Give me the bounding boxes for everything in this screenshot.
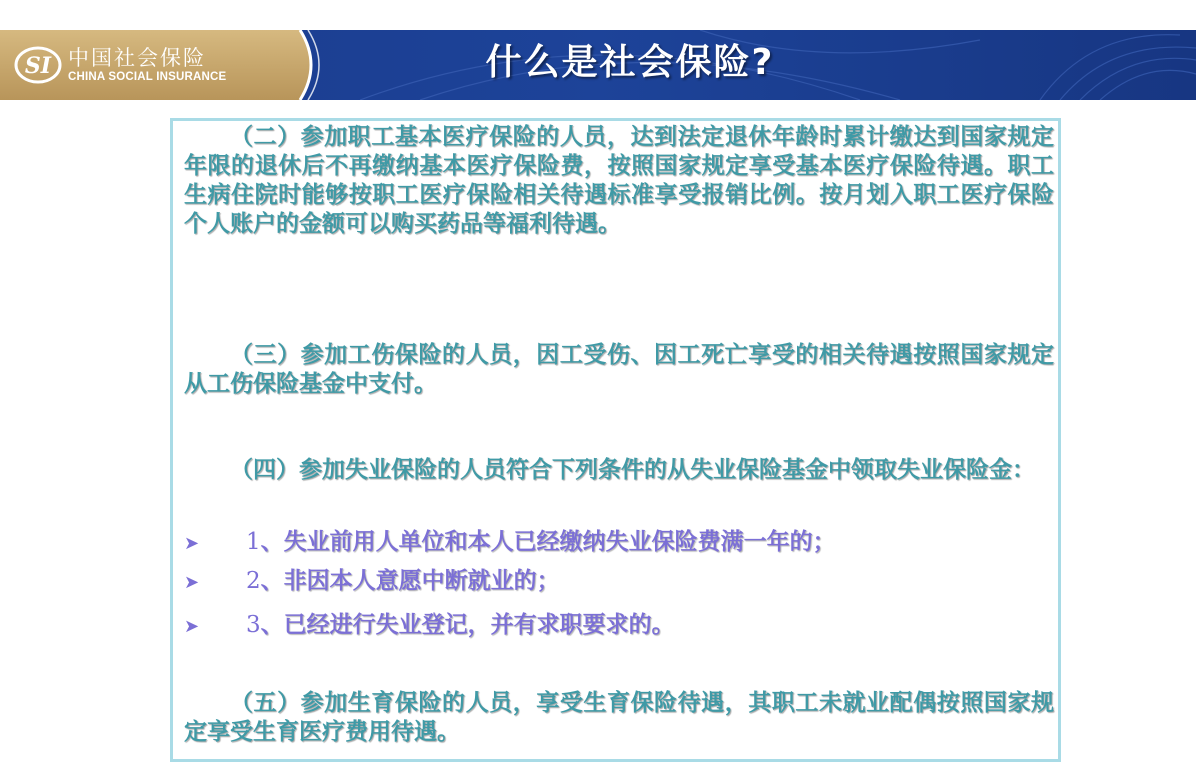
arrow-bullet-icon: ➤ [184,533,200,554]
header-banner [0,30,1196,100]
paragraph-maternity-insurance: （五）参加生育保险的人员，享受生育保险待遇，其职工未就业配偶按照国家规定享受生育医疗费用待遇。 [184,690,1054,745]
logo-english-name: CHINA SOCIAL INSURANCE [68,71,227,83]
logo-mark-text: SI [24,53,52,79]
list-item-text: 、已经进行失业登记，并有求职要求的。 [260,612,675,638]
list-item-number: 1 [246,529,261,555]
list-item-text: 、失业前用人单位和本人已经缴纳失业保险费满一年的； [260,529,836,555]
arrow-bullet-icon: ➤ [184,572,200,593]
list-item [184,566,1054,596]
paragraph-work-injury-insurance: （三）参加工伤保险的人员，因工受伤、因工死亡享受的相关待遇按照国家规定从工伤保险基金中支付。 [184,342,1054,397]
slide-title: 什么是社会保险? [485,42,775,83]
content-box [170,118,1061,762]
list-item [184,527,1054,557]
list-item-number: 3 [246,612,261,638]
arrow-bullet-icon: ➤ [184,616,200,637]
logo [14,40,226,90]
list-item-text: 、非因本人意愿中断就业的； [260,568,560,594]
social-insurance-logo-icon [14,46,62,84]
paragraph-medical-insurance: （二）参加职工基本医疗保险的人员，达到法定退休年龄时累计缴达到国家规定年限的退休后不再缴纳基本医疗保险费，按照国家规定享受基本医疗保险待遇。职工生病住院时能够按职工医疗保险相关待遇标准享受报销比例。按月划入职工医疗保险个人账户的金额可以购买药品等福利待遇。 [184,124,1054,237]
list-item-number: 2 [246,568,261,594]
paragraph-unemployment-insurance: （四）参加失业保险的人员符合下列条件的从失业保险基金中领取失业保险金： [230,457,1035,483]
logo-text [68,46,226,84]
logo-chinese-name: 中国社会保险 [68,46,206,70]
list-item [184,610,1054,640]
